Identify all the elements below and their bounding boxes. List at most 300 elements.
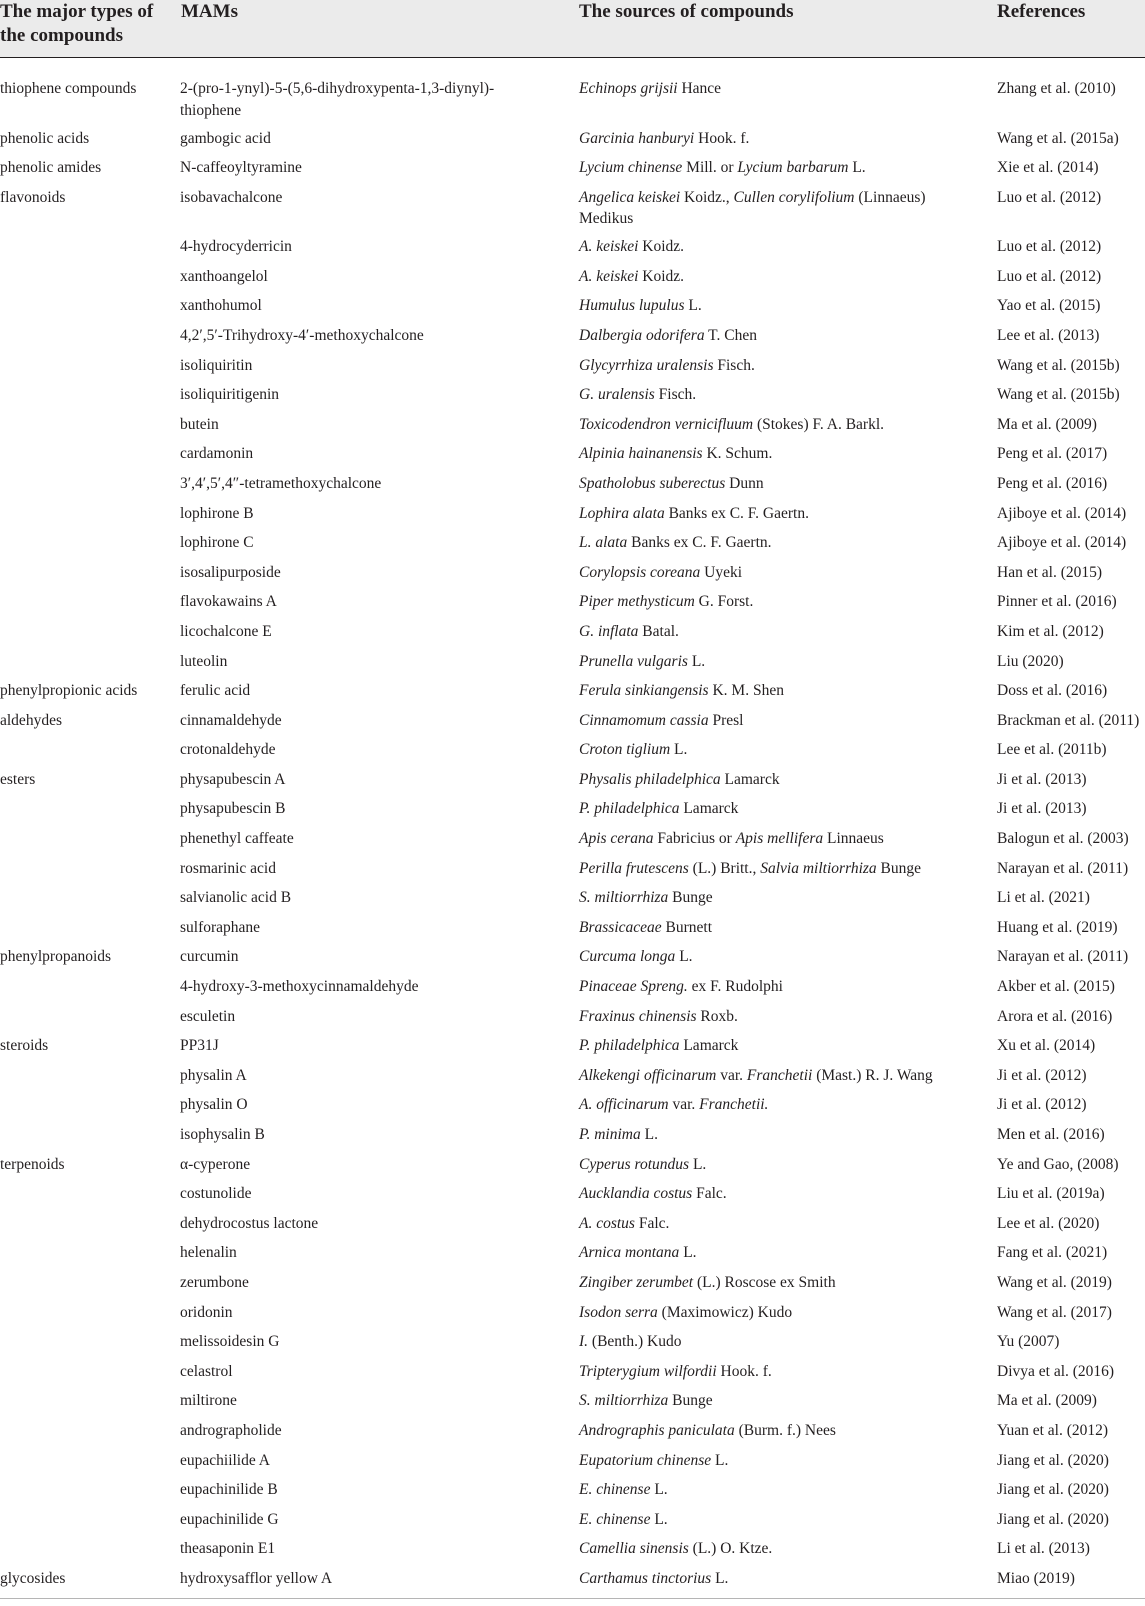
table-row <box>0 414 1145 444</box>
species-name: Cyperus rotundus <box>579 1155 690 1173</box>
cell-mam: xanthohumol <box>180 297 262 315</box>
source-text: L. <box>711 1569 729 1587</box>
cell-reference: Luo et al. (2012) <box>997 238 1102 256</box>
cell-reference: Miao (2019) <box>997 1569 1075 1587</box>
table-row <box>0 295 1145 325</box>
cell-type: aldehydes <box>0 711 62 729</box>
cell-source <box>579 414 884 436</box>
species-name: Aucklandia costus <box>579 1185 693 1203</box>
cell-source <box>579 503 809 525</box>
cell-reference: Fang et al. (2021) <box>997 1244 1108 1262</box>
table-row <box>0 1420 1145 1450</box>
table-row <box>0 1035 1145 1065</box>
table-row <box>0 1094 1145 1124</box>
cell-source <box>579 887 713 909</box>
table-row <box>0 976 1145 1006</box>
source-text: (Burm. f.) Nees <box>734 1421 836 1439</box>
source-text: L. <box>684 297 702 315</box>
cell-source <box>579 325 757 347</box>
cell-source <box>579 1154 706 1176</box>
species-name: Apis cerana <box>579 830 654 848</box>
table-row <box>0 1065 1145 1095</box>
source-text: L. <box>687 652 706 670</box>
source-text: Fabricius or <box>653 830 736 848</box>
cell-mam: 2-(pro-1-ynyl)-5-(5,6-dihydroxypenta-1,3-diynyl)-thiophene <box>180 80 495 119</box>
table-row <box>0 739 1145 769</box>
source-text: Koidz. <box>638 267 685 285</box>
cell-source <box>579 769 780 791</box>
cell-reference: Divya et al. (2016) <box>997 1362 1115 1380</box>
species-name: A. officinarum <box>579 1096 669 1114</box>
source-text: Falc. <box>692 1185 727 1203</box>
table-row <box>0 1183 1145 1213</box>
cell-mam: physalin A <box>180 1066 247 1084</box>
table-row <box>0 128 1145 158</box>
cell-source <box>579 621 679 643</box>
cell-reference: Ye and Gao, (2008) <box>997 1155 1119 1173</box>
cell-mam: helenalin <box>180 1244 237 1262</box>
cell-type: glycosides <box>0 1569 66 1587</box>
table-row <box>0 1450 1145 1480</box>
table-row <box>0 1124 1145 1154</box>
cell-reference: Liu (2020) <box>997 652 1064 670</box>
cell-source <box>579 680 784 702</box>
cell-source <box>579 1124 658 1146</box>
cell-source <box>579 562 742 584</box>
source-text: Koidz., <box>680 188 734 206</box>
header-type: The major types of the compounds <box>0 1 154 46</box>
cell-reference: Pinner et al. (2016) <box>997 593 1117 611</box>
cell-reference: Lee et al. (2013) <box>997 326 1100 344</box>
cell-mam: salvianolic acid B <box>180 889 292 907</box>
table-row <box>0 236 1145 266</box>
cell-mam: flavokawains A <box>180 593 277 611</box>
cell-reference: Ji et al. (2012) <box>997 1066 1087 1084</box>
table-row <box>0 1331 1145 1361</box>
species-name: P. philadelphica <box>579 1037 680 1055</box>
cell-reference: Yao et al. (2015) <box>997 297 1101 315</box>
cell-source <box>579 266 684 288</box>
species-name: Cinnamomum cassia <box>579 711 709 729</box>
cell-source <box>579 1361 772 1383</box>
cell-source <box>579 1272 836 1294</box>
cell-type: esters <box>0 770 36 788</box>
species-name: Arnica montana <box>579 1244 680 1262</box>
cell-reference: Ji et al. (2012) <box>997 1096 1087 1114</box>
cell-reference: Wang et al. (2019) <box>997 1273 1112 1291</box>
cell-mam: cinnamaldehyde <box>180 711 282 729</box>
header-sources: The sources of compounds <box>579 1 794 22</box>
cell-reference: Narayan et al. (2011) <box>997 859 1129 877</box>
cell-source <box>579 1183 727 1205</box>
cell-source <box>579 591 753 613</box>
source-text: var. <box>716 1066 747 1084</box>
header-mams: MAMs <box>181 1 238 22</box>
source-text: T. Chen <box>704 326 757 344</box>
cell-reference: Ji et al. (2013) <box>997 800 1087 818</box>
cell-reference: Narayan et al. (2011) <box>997 948 1129 966</box>
cell-reference: Jiang et al. (2020) <box>997 1510 1109 1528</box>
cell-mam: eupachinilide B <box>180 1481 278 1499</box>
table-row <box>0 266 1145 296</box>
cell-source <box>579 187 964 230</box>
table-row <box>0 887 1145 917</box>
table-row <box>0 562 1145 592</box>
cell-reference: Yuan et al. (2012) <box>997 1421 1109 1439</box>
species-name: Spatholobus suberectus <box>579 474 726 492</box>
species-name: Dalbergia odorifera <box>579 326 705 344</box>
species-name: Lycium chinense <box>579 159 683 177</box>
cell-source <box>579 1094 768 1116</box>
cell-reference: Lee et al. (2011b) <box>997 741 1107 759</box>
species-name: Curcuma longa <box>579 948 676 966</box>
source-text: (Stokes) F. A. Barkl. <box>753 415 885 433</box>
cell-source <box>579 157 866 179</box>
table-bottom-rule <box>0 1598 1145 1599</box>
cell-mam: andrographolide <box>180 1421 282 1439</box>
cell-mam: licochalcone E <box>180 622 272 640</box>
table-row <box>0 1390 1145 1420</box>
cell-reference: Wang et al. (2015a) <box>997 129 1119 147</box>
cell-source <box>579 798 738 820</box>
cell-source <box>579 128 749 150</box>
table-row <box>0 1213 1145 1243</box>
cell-reference: Han et al. (2015) <box>997 563 1103 581</box>
cell-mam: eupachiilide A <box>180 1451 270 1469</box>
species-name: Alpinia hainanensis <box>579 445 703 463</box>
cell-source <box>579 828 884 850</box>
cell-mam: phenethyl caffeate <box>180 830 294 848</box>
species-name: A. costus <box>579 1214 635 1232</box>
cell-mam: 4-hydroxy-3-methoxycinnamaldehyde <box>180 978 419 996</box>
source-text: Burnett <box>661 918 713 936</box>
cell-reference: Wang et al. (2015b) <box>997 386 1120 404</box>
source-text: L. <box>640 1126 658 1143</box>
species-name: Glycyrrhiza uralensis <box>579 356 714 374</box>
cell-source <box>579 1509 668 1531</box>
cell-mam: theasaponin E1 <box>180 1540 276 1558</box>
cell-reference: Wang et al. (2017) <box>997 1303 1112 1321</box>
source-text: (Mast.) R. J. Wang <box>812 1066 933 1084</box>
source-text: Batal. <box>638 622 679 640</box>
table-row <box>0 384 1145 414</box>
cell-mam: N-caffeoyltyramine <box>180 159 302 177</box>
cell-mam: physalin O <box>180 1096 248 1114</box>
species-name: Eupatorium chinense <box>579 1451 712 1469</box>
source-text: Falc. <box>634 1214 670 1232</box>
species-name: Franchetii <box>746 1066 813 1084</box>
species-name: Perilla frutescens <box>579 859 689 877</box>
source-text: K. Schum. <box>702 445 773 463</box>
table-row <box>0 1538 1145 1568</box>
source-text: Lamarck <box>679 1037 739 1055</box>
table-row <box>0 1272 1145 1302</box>
cell-reference: Peng et al. (2016) <box>997 474 1108 492</box>
species-name: Brassicaceae <box>579 918 662 936</box>
source-text: Bunge <box>668 889 713 907</box>
species-name: Isodon serra <box>579 1303 658 1321</box>
cell-mam: isoliquiritigenin <box>180 386 280 404</box>
source-text: L. <box>689 1155 707 1173</box>
source-text: Uyeki <box>700 563 743 581</box>
cell-source <box>579 917 712 939</box>
table-row <box>0 591 1145 621</box>
source-text: Mill. or <box>682 159 738 177</box>
cell-reference: Akber et al. (2015) <box>997 978 1115 996</box>
cell-source <box>579 236 684 258</box>
cell-source <box>579 384 696 406</box>
cell-source <box>579 1302 792 1324</box>
cell-mam: butein <box>180 415 219 433</box>
species-name: Garcinia hanburyi <box>579 129 695 147</box>
cell-source <box>579 473 764 495</box>
cell-reference: Men et al. (2016) <box>997 1126 1105 1143</box>
cell-reference: Xie et al. (2014) <box>997 159 1099 177</box>
source-text: L. <box>670 741 688 759</box>
cell-reference: Wang et al. (2015b) <box>997 356 1120 374</box>
source-text: Hook. f. <box>694 129 750 147</box>
source-text: Roxb. <box>696 1007 738 1025</box>
source-text: L. <box>679 1244 697 1262</box>
cell-mam: physapubescin A <box>180 770 286 788</box>
cell-reference: Kim et al. (2012) <box>997 622 1104 640</box>
source-text: Lamarck <box>720 770 780 788</box>
table-row <box>0 1509 1145 1539</box>
cell-source <box>579 1568 728 1590</box>
cell-type: phenolic acids <box>0 129 90 147</box>
cell-mam: oridonin <box>180 1303 233 1321</box>
cell-mam: cardamonin <box>180 445 254 463</box>
table-row <box>0 710 1145 740</box>
cell-type: phenylpropionic acids <box>0 682 138 700</box>
species-name: Piper methysticum <box>579 593 695 611</box>
source-text: Hook. f. <box>716 1362 772 1380</box>
species-name: Croton tiglium <box>579 741 671 759</box>
cell-mam: ferulic acid <box>180 682 251 700</box>
cell-source <box>579 1035 738 1057</box>
table-row <box>0 858 1145 888</box>
source-text: L. <box>675 948 693 966</box>
species-name: Prunella vulgaris <box>579 652 688 670</box>
cell-source <box>579 651 705 673</box>
species-name: Camellia sinensis <box>579 1540 689 1558</box>
source-text: Banks ex C. F. Gaertn. <box>664 504 809 522</box>
source-text: Fisch. <box>713 356 755 374</box>
cell-type: flavonoids <box>0 188 66 206</box>
source-text: L. <box>711 1451 729 1469</box>
species-name: Zingiber zerumbet <box>579 1273 694 1291</box>
species-name: Apis mellifera <box>735 830 824 848</box>
species-name: Salvia miltiorrhiza <box>760 859 877 877</box>
table-row <box>0 769 1145 799</box>
source-text: L. <box>848 159 866 177</box>
species-name: Andrographis paniculata <box>579 1421 735 1439</box>
cell-mam: curcumin <box>180 948 239 966</box>
cell-reference: Jiang et al. (2020) <box>997 1481 1109 1499</box>
species-name: Carthamus tinctorius <box>579 1569 712 1587</box>
cell-reference: Zhang et al. (2010) <box>997 80 1116 97</box>
table-row <box>0 1361 1145 1391</box>
cell-reference: Jiang et al. (2020) <box>997 1451 1109 1469</box>
source-text: Dunn <box>725 474 764 492</box>
source-text: Bunge <box>876 859 922 877</box>
species-name: P. philadelphica <box>579 800 680 818</box>
cell-mam: isosalipurposide <box>180 563 281 581</box>
table-row <box>0 503 1145 533</box>
source-text: (Benth.) Kudo <box>588 1333 682 1351</box>
species-name: Lophira alata <box>579 504 665 522</box>
source-text: Banks ex C. F. Gaertn. <box>627 534 772 552</box>
cell-mam: melissoidesin G <box>180 1333 280 1351</box>
species-name: Franchetii. <box>699 1096 769 1114</box>
source-text: Hance <box>677 80 722 97</box>
cell-mam: 3′,4′,5′,4″-tetramethoxychalcone <box>180 474 382 492</box>
cell-source <box>579 295 702 317</box>
species-name: S. miltiorrhiza <box>579 1392 669 1410</box>
cell-source <box>579 1006 738 1028</box>
species-name: G. inflata <box>579 622 639 640</box>
species-name: E. chinense <box>579 1510 651 1528</box>
species-name: Lycium barbarum <box>737 159 849 177</box>
cell-type: terpenoids <box>0 1155 65 1173</box>
cell-source <box>579 739 687 761</box>
cell-type: thiophene compounds <box>0 80 137 97</box>
source-text: (L.) Roscose ex Smith <box>693 1273 836 1291</box>
cell-source <box>579 78 964 100</box>
cell-reference: Lee et al. (2020) <box>997 1214 1100 1232</box>
cell-reference: Peng et al. (2017) <box>997 445 1108 463</box>
table-row <box>0 157 1145 187</box>
species-name: G. uralensis <box>579 386 655 404</box>
table-row <box>0 917 1145 947</box>
source-text: G. Forst. <box>694 593 754 611</box>
table-row <box>0 621 1145 651</box>
species-name: Physalis philadelphica <box>579 770 721 788</box>
species-name: Ferula sinkiangensis <box>579 682 709 700</box>
cell-reference: Arora et al. (2016) <box>997 1007 1113 1025</box>
cell-reference: Li et al. (2021) <box>997 889 1090 907</box>
cell-source <box>579 355 755 377</box>
cell-mam: esculetin <box>180 1007 236 1025</box>
cell-reference: Ji et al. (2013) <box>997 770 1087 788</box>
table-row <box>0 946 1145 976</box>
cell-source <box>579 1213 669 1235</box>
table-row <box>0 473 1145 503</box>
species-name: Angelica keiskei <box>579 188 681 206</box>
source-text: (L.) Britt., <box>688 859 761 877</box>
cell-reference: Ma et al. (2009) <box>997 415 1097 433</box>
species-name: A. keiskei <box>579 267 639 285</box>
cell-source <box>579 976 783 998</box>
cell-reference: Luo et al. (2012) <box>997 188 1102 206</box>
cell-reference: Ma et al. (2009) <box>997 1392 1097 1410</box>
source-text: Koidz. <box>638 238 685 256</box>
species-name: Tripterygium wilfordii <box>579 1362 717 1380</box>
species-name: Humulus lupulus <box>579 297 685 315</box>
cell-source <box>579 1390 713 1412</box>
species-name: L. alata <box>579 534 628 552</box>
source-text: (Maximowicz) Kudo <box>657 1303 793 1321</box>
cell-mam: sulforaphane <box>180 918 261 936</box>
cell-source <box>579 710 743 732</box>
cell-reference: Liu et al. (2019a) <box>997 1185 1105 1203</box>
cell-mam: physapubescin B <box>180 800 286 818</box>
cell-reference: Ajiboye et al. (2014) <box>997 534 1127 552</box>
cell-mam: eupachinilide G <box>180 1510 279 1528</box>
cell-mam: crotonaldehyde <box>180 741 276 759</box>
table-header <box>0 0 1145 58</box>
cell-mam: miltirone <box>180 1392 237 1410</box>
cell-source <box>579 1420 836 1442</box>
source-text: Presl <box>708 711 744 729</box>
cell-source <box>579 1450 728 1472</box>
cell-mam: isobavachalcone <box>180 188 283 206</box>
cell-reference: Luo et al. (2012) <box>997 267 1102 285</box>
cell-source <box>579 946 693 968</box>
cell-source <box>579 1242 697 1264</box>
species-name: Fraxinus chinensis <box>579 1007 697 1025</box>
cell-source <box>579 1331 681 1353</box>
cell-source <box>579 1479 668 1501</box>
cell-reference: Doss et al. (2016) <box>997 682 1108 700</box>
species-name: Alkekengi officinarum <box>579 1066 717 1084</box>
species-name: Toxicodendron vernicifluum <box>579 415 754 433</box>
cell-mam: dehydrocostus lactone <box>180 1214 319 1232</box>
cell-source <box>579 532 772 554</box>
header-references: References <box>997 1 1086 22</box>
cell-mam: costunolide <box>180 1185 252 1203</box>
source-text: Linnaeus <box>823 830 884 848</box>
cell-mam: lophirone B <box>180 504 254 522</box>
source-text: Fisch. <box>654 386 697 404</box>
table-row <box>0 798 1145 828</box>
cell-type: steroids <box>0 1037 49 1055</box>
cell-reference: Xu et al. (2014) <box>997 1037 1096 1055</box>
species-name: Corylopsis coreana <box>579 563 701 581</box>
cell-mam: gambogic acid <box>180 129 271 147</box>
source-text: K. M. Shen <box>708 682 784 700</box>
cell-type: phenylpropanoids <box>0 948 112 966</box>
cell-mam: 4-hydrocyderricin <box>180 238 292 256</box>
species-name: I. <box>579 1333 589 1351</box>
species-name: Pinaceae Spreng. <box>579 978 688 996</box>
source-text: L. <box>650 1481 668 1499</box>
table-row <box>0 828 1145 858</box>
table-row <box>0 1568 1145 1598</box>
source-text: (Linnaeus) Medikus <box>579 188 926 228</box>
cell-mam: lophirone C <box>180 534 254 552</box>
cell-mam: 4,2′,5′-Trihydroxy-4′-methoxychalcone <box>180 326 424 344</box>
source-text: var. <box>668 1096 700 1114</box>
cell-source <box>579 443 772 465</box>
cell-mam: celastrol <box>180 1362 233 1380</box>
cell-type: phenolic amides <box>0 159 102 177</box>
table-row <box>0 187 1145 237</box>
species-name: E. chinense <box>579 1481 651 1499</box>
cell-mam: luteolin <box>180 652 228 670</box>
cell-source <box>579 1538 772 1560</box>
table-row <box>0 532 1145 562</box>
cell-reference: Li et al. (2013) <box>997 1540 1090 1558</box>
cell-mam: zerumbone <box>180 1273 249 1291</box>
cell-reference: Ajiboye et al. (2014) <box>997 504 1127 522</box>
table-row <box>0 680 1145 710</box>
cell-mam: isoliquiritin <box>180 356 253 374</box>
table-row <box>0 78 1145 128</box>
cell-mam: xanthoangelol <box>180 267 268 285</box>
table-row <box>0 1154 1145 1184</box>
cell-source <box>579 1065 933 1087</box>
